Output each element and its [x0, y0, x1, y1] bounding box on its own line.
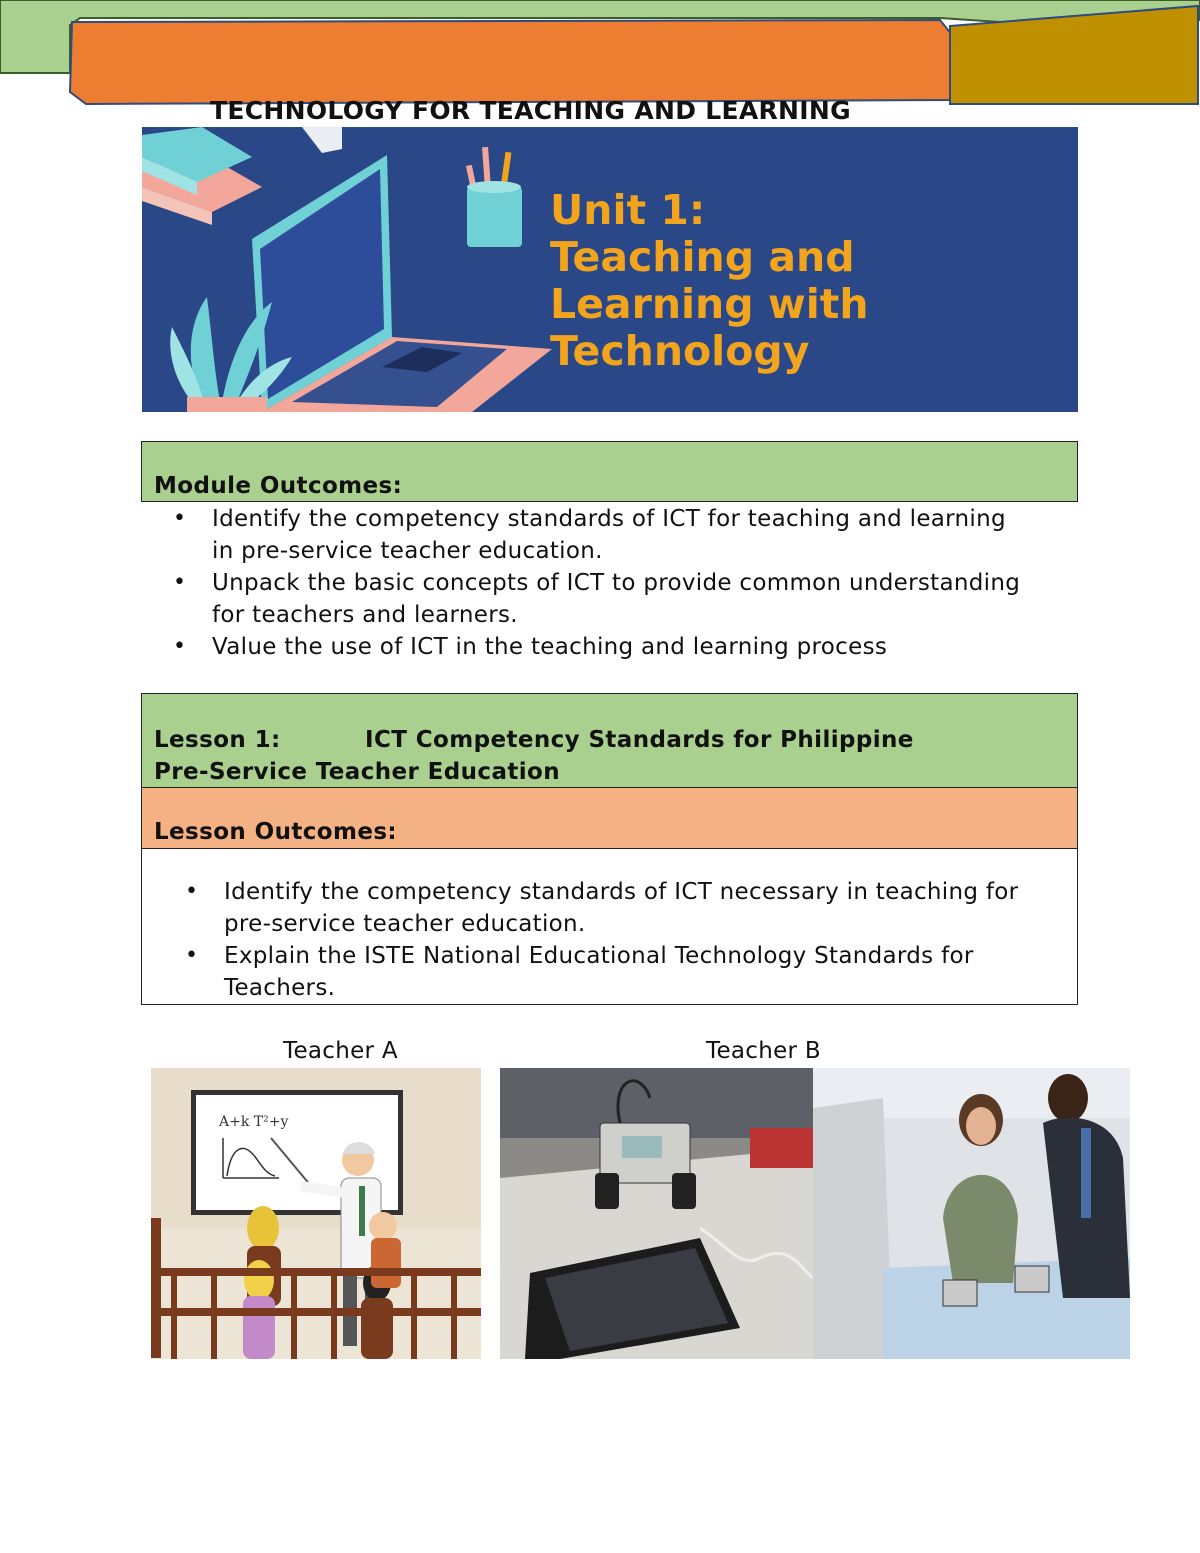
lesson-outcomes-header — [141, 787, 1078, 849]
lesson-outcomes-heading: Lesson Outcomes: — [154, 819, 398, 845]
banner-line-3: Learning with — [550, 280, 869, 328]
lesson-outcomes-list — [165, 876, 1065, 1004]
document-title: TECHNOLOGY FOR TEACHING AND LEARNING — [210, 96, 851, 125]
module-outcomes-list — [153, 503, 1033, 663]
unit-banner — [142, 127, 1078, 412]
module-outcomes-header — [141, 441, 1078, 502]
banner-line-1: Unit 1: — [550, 186, 706, 234]
teacher-b-classroom-photo — [813, 1068, 1130, 1359]
teacher-b-caption: Teacher B — [706, 1038, 822, 1064]
teacher-b-robot-photo — [500, 1068, 813, 1359]
header-orange-band — [70, 20, 952, 104]
banner-line-4: Technology — [550, 327, 810, 375]
module-outcomes-heading: Module Outcomes: — [154, 473, 403, 499]
svg-text:A+k T²+y: A+k T²+y — [219, 1114, 289, 1130]
list-item: • Identify the competency standards of ICT for teaching and learning in pre-service teacher education. — [153, 503, 1033, 567]
banner-heading — [550, 187, 869, 375]
header-decoration — [0, 0, 1200, 110]
list-item: • Value the use of ICT in the teaching and learning process — [153, 631, 1033, 663]
lesson-title-box — [141, 693, 1078, 788]
banner-line-2: Teaching and — [550, 233, 855, 281]
lesson-label: Lesson 1: — [154, 727, 281, 753]
list-item: • Identify the competency standards of ICT necessary in teaching for pre-service teacher education. — [165, 876, 1065, 940]
list-item: • Unpack the basic concepts of ICT to provide common understanding for teachers and learners. — [153, 567, 1033, 631]
list-item: • Explain the ISTE National Educational Technology Standards for Teachers. — [165, 940, 1065, 1004]
lesson-title-line-2: Pre-Service Teacher Education — [154, 759, 561, 785]
lesson-title-line-1: ICT Competency Standards for Philippine — [365, 727, 914, 753]
teacher-a-caption: Teacher A — [283, 1038, 398, 1064]
teacher-a-illustration — [151, 1068, 481, 1359]
